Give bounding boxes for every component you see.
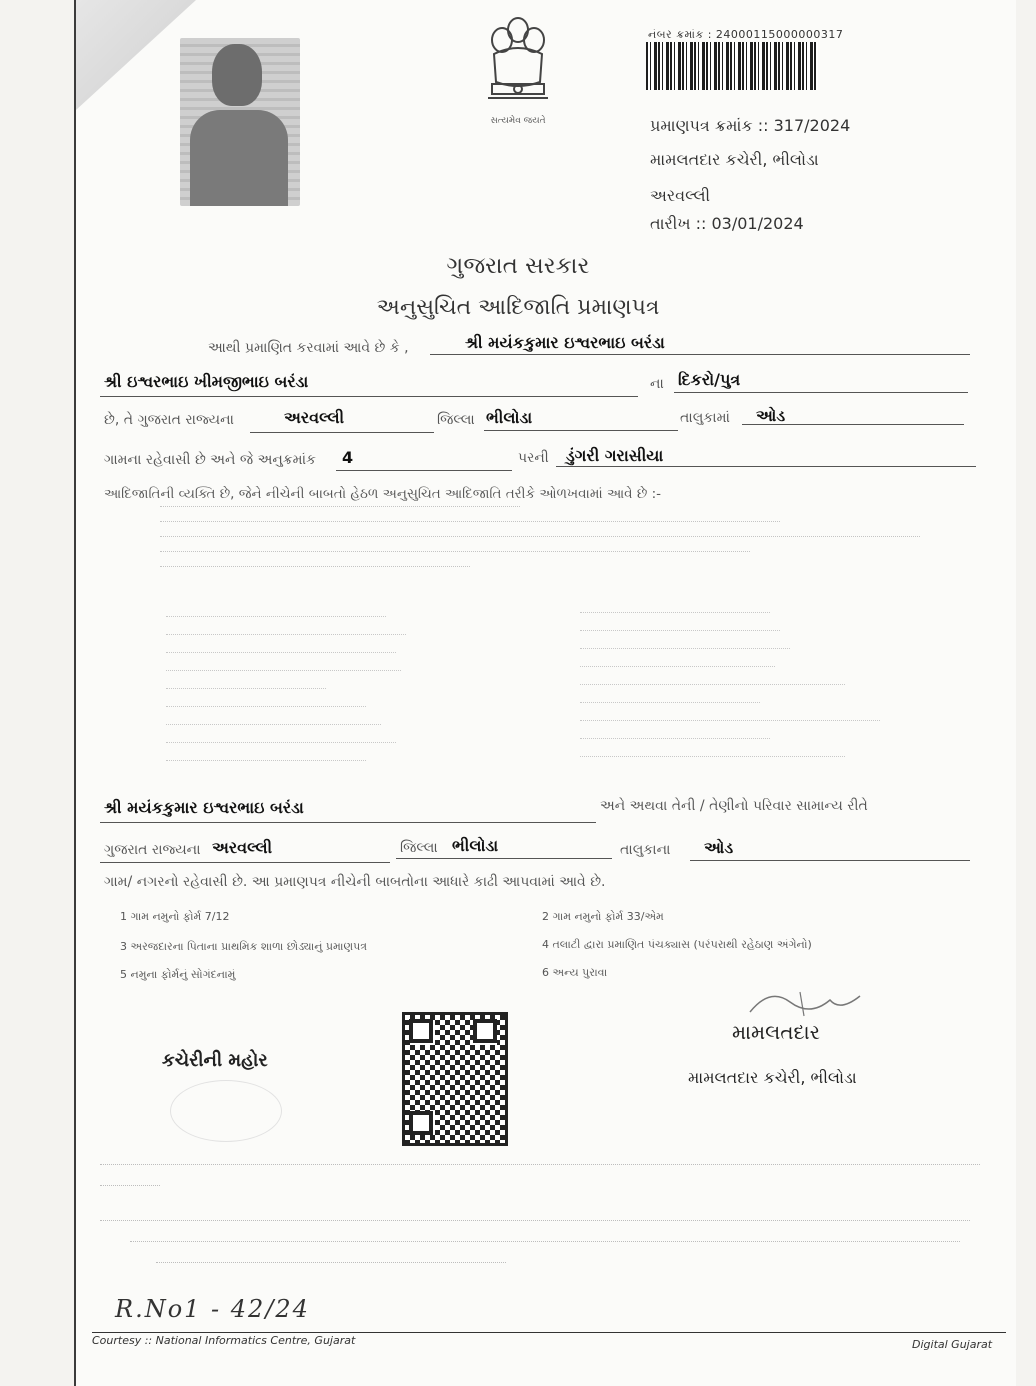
issue-statement: ગામ/ નગરનો રહેવાસી છે. આ પ્રમાણપત્ર નીચેની બાબતોના આધારે કાઢી આપવામાં આવે છે. bbox=[104, 874, 606, 890]
footer-divider bbox=[92, 1332, 1006, 1333]
relation: દિકરો/પુત્ર bbox=[678, 370, 741, 389]
underline bbox=[742, 424, 964, 425]
underline bbox=[674, 392, 968, 393]
signature-scribble bbox=[740, 982, 870, 1022]
underline bbox=[100, 862, 390, 863]
legal-list-left bbox=[166, 616, 406, 761]
taluka-label-2: તાલુકાના bbox=[620, 842, 671, 858]
underline bbox=[100, 396, 638, 397]
document-item: 2 ગામ નમુનો ફોર્મ 33/એમ bbox=[542, 910, 664, 923]
father-name: શ્રી ઇશ્વરભાઇ ખીમજીભાઇ બરંડા bbox=[104, 372, 309, 391]
resident-name: શ્રી મયંકકુમાર ઇશ્વરભાઇ બરંડા bbox=[104, 798, 304, 817]
barcode-number: નંબર ક્રમાંક : 24000115000000317 bbox=[648, 28, 844, 41]
government-title: ગુજરાત સરકાર bbox=[446, 253, 590, 279]
tribe-value: ડુંગરી ગરાસીયા bbox=[566, 446, 664, 465]
seal-impression bbox=[170, 1080, 282, 1142]
underline bbox=[250, 432, 434, 433]
digital-gujarat-brand: Digital Gujarat bbox=[912, 1338, 993, 1351]
legal-list-right bbox=[580, 612, 880, 757]
district-value-2: અરવલ્લી bbox=[212, 838, 273, 857]
page-fold-shadow bbox=[76, 0, 196, 110]
village-value: ઓડ bbox=[756, 406, 786, 425]
handwritten-reference: R.No1 - 42/24 bbox=[115, 1295, 310, 1323]
office-seal-label: કચેરીની મહોર bbox=[162, 1050, 268, 1071]
document-item: 5 નમુના ફોર્મનું સોગંદનામું bbox=[120, 968, 236, 981]
district-label-2: જિલ્લા bbox=[400, 840, 438, 856]
issue-date: તારીખ :: 03/01/2024 bbox=[650, 214, 804, 233]
issuing-district: અરવલ્લી bbox=[650, 186, 711, 205]
taluka-value-2: ભીલોડા bbox=[452, 836, 499, 855]
courtesy-text: Courtesy :: National Informatics Centre, Gujarat bbox=[92, 1334, 356, 1347]
document-item: 4 તલાટી દ્વારા પ્રમાણિત પંચક્યાસ (પરંપરાથી રહેઠાણ અંગેનો) bbox=[542, 938, 812, 951]
tribe-statement: આદિજાતિની વ્યક્તિ છે, જેને નીચેની બાબતો હેઠળ અનુસુચિત આદિજાતિ તરીકે ઓળખવામાં આવે છે :- bbox=[104, 486, 662, 502]
underline bbox=[396, 858, 612, 859]
emblem-caption: સત્યમેવ જયતે bbox=[490, 116, 546, 126]
national-emblem-icon bbox=[478, 12, 558, 112]
document-item: 1 ગામ નમુનો ફોર્મ 7/12 bbox=[120, 910, 230, 923]
qr-finder bbox=[473, 1019, 497, 1043]
issuing-office: મામલતદાર કચેરી, ભીલોડા bbox=[650, 150, 819, 169]
district-label: જિલ્લા bbox=[437, 412, 475, 428]
district-value: અરવલ્લી bbox=[284, 408, 345, 427]
qr-finder bbox=[409, 1111, 433, 1135]
certificate-number: પ્રમાણપત્ર ક્રમાંક :: 317/2024 bbox=[650, 116, 851, 135]
village-label: ગામના રહેવાસી છે અને જે અનુક્રમાંક bbox=[104, 452, 316, 468]
taluka-value: ભીલોડા bbox=[486, 408, 533, 427]
taluka-label: તાલુકામાં bbox=[680, 410, 730, 426]
photo-body bbox=[190, 110, 288, 206]
footer-notes bbox=[100, 1164, 980, 1263]
underline bbox=[484, 430, 678, 431]
photo-head bbox=[212, 44, 262, 106]
village-value-2: ઓડ bbox=[704, 838, 734, 857]
certify-prefix: આથી પ્રમાણિત કરવામાં આવે છે કે , bbox=[208, 340, 409, 356]
underline bbox=[690, 860, 970, 861]
underline bbox=[336, 470, 512, 471]
na-label: ના bbox=[650, 376, 664, 392]
certificate-title: અનુસુચિત આદિજાતિ પ્રમાણપત્ર bbox=[376, 295, 660, 320]
family-text: અને અથવા તેની / તેણીનો પરિવાર સામાન્ય રીતે bbox=[600, 798, 868, 814]
state-label: છે, તે ગુજરાત રાજ્યના bbox=[104, 412, 234, 428]
signatory-office: મામલતદાર કચેરી, ભીલોડા bbox=[688, 1068, 857, 1087]
document-item: 3 અરજદારના પિતાના પ્રાથમિક શાળા છોડ્યાનું પ્રમાણપત્ર bbox=[120, 940, 367, 953]
signatory-title: મામલતદાર bbox=[732, 1020, 820, 1044]
tribe-label: પરની bbox=[518, 450, 549, 466]
applicant-photo bbox=[180, 38, 300, 206]
underline bbox=[430, 354, 970, 355]
applicant-name: શ્રી મયંકકુમાર ઇશ્વરભાઇ બરંડા bbox=[465, 333, 665, 352]
document-item: 6 અન્ય પુરાવા bbox=[542, 966, 608, 979]
barcode bbox=[646, 42, 818, 90]
qr-finder bbox=[409, 1019, 433, 1043]
state-label-2: ગુજરાત રાજ્યના bbox=[104, 842, 201, 858]
underline bbox=[100, 822, 596, 823]
legal-references-block bbox=[160, 506, 920, 567]
serial-number: 4 bbox=[342, 448, 354, 467]
underline bbox=[556, 466, 976, 467]
qr-code bbox=[402, 1012, 508, 1146]
